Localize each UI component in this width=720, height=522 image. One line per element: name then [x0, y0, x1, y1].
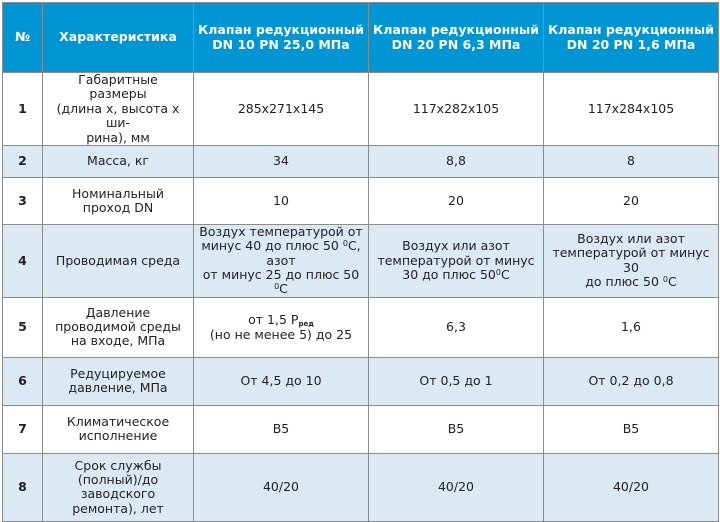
row-characteristic — [43, 224, 194, 297]
specifications-table — [2, 2, 719, 522]
medium-line — [373, 268, 539, 282]
cell-dn20-pn63: 6,3 — [369, 297, 544, 357]
characteristic-line: Габаритные — [78, 72, 158, 87]
characteristic-line: (полный)/до заводского — [77, 471, 159, 502]
medium-line: Воздух температурой от — [199, 224, 363, 239]
row-characteristic — [43, 73, 194, 146]
pressure-subscript: ред — [298, 319, 314, 328]
cell-dn20-pn63: В5 — [369, 405, 544, 453]
degree-sign: 0 — [342, 239, 348, 249]
cell-dn10: В5 — [194, 405, 369, 453]
cell-dn20-pn63 — [369, 224, 544, 297]
characteristic-line: Срок службы — [74, 457, 162, 473]
characteristic-line: на входе, МПа — [70, 333, 166, 349]
pressure-text: от 1,5 Р — [248, 311, 299, 327]
header-characteristic: Характеристика — [43, 3, 194, 73]
characteristic-line: проход DN — [82, 199, 154, 215]
cell-dn10: 10 — [194, 177, 369, 224]
medium-line: температурой от минус — [377, 252, 535, 268]
header-valve-dn20-pn63-line1: Клапан редукционный — [373, 22, 539, 38]
characteristic-line: проводимой среды — [55, 319, 181, 335]
header-number: № — [3, 3, 43, 73]
table-row — [3, 453, 719, 521]
table-row — [3, 297, 719, 357]
medium-text: C — [500, 267, 510, 282]
cell-dn20-pn16: 40/20 — [544, 453, 719, 521]
medium-text: до плюс 50 — [585, 274, 663, 290]
cell-dn20-pn16: 8 — [544, 145, 719, 177]
row-number: 2 — [3, 145, 43, 177]
degree-sign: 0 — [274, 282, 280, 292]
pressure-line — [198, 313, 364, 328]
medium-line — [198, 239, 364, 268]
table-row — [3, 405, 719, 453]
row-number: 6 — [3, 357, 43, 405]
header-valve-dn20-pn16-line1: Клапан редукционный — [548, 22, 714, 38]
cell-dn20-pn16: 20 — [544, 177, 719, 224]
cell-dn20-pn16: 117х284х105 — [544, 73, 719, 146]
medium-line — [548, 275, 714, 289]
row-characteristic — [43, 297, 194, 357]
cell-dn10: 40/20 — [194, 453, 369, 521]
medium-text: C — [279, 281, 288, 297]
table-row — [3, 145, 719, 177]
characteristic-line: Номинальный — [72, 185, 164, 201]
table-row — [3, 357, 719, 405]
medium-line — [198, 268, 364, 297]
header-valve-dn20-pn16-line2: DN 20 PN 1,6 МПа — [566, 36, 696, 52]
header-row — [3, 3, 719, 73]
characteristic-line: Проводимая среда — [55, 252, 181, 268]
medium-text: 30 до плюс 50 — [402, 267, 496, 282]
characteristic-line: давление, МПа — [68, 380, 168, 396]
table-row — [3, 73, 719, 146]
row-number: 4 — [3, 224, 43, 297]
medium-line: температурой от минус 30 — [552, 245, 710, 275]
table-row — [3, 177, 719, 224]
cell-dn20-pn63: 117х282х105 — [369, 73, 544, 146]
cell-dn10: 285х271х145 — [194, 73, 369, 146]
characteristic-line: Климатическое — [66, 413, 170, 429]
header-valve-dn10-line1: Клапан редукционный — [198, 22, 364, 38]
characteristic-line: Редуцируемое — [70, 365, 166, 381]
cell-dn20-pn16: От 0,2 до 0,8 — [544, 357, 719, 405]
cell-dn10 — [194, 224, 369, 297]
cell-dn10: 34 — [194, 145, 369, 177]
cell-dn20-pn16: 1,6 — [544, 297, 719, 357]
cell-dn20-pn63: 40/20 — [369, 453, 544, 521]
cell-dn20-pn16 — [544, 224, 719, 297]
medium-line: Воздух или азот — [402, 238, 510, 254]
row-number: 7 — [3, 405, 43, 453]
header-valve-dn20-pn16 — [544, 3, 719, 73]
degree-sign: 0 — [495, 268, 501, 277]
header-valve-dn20-pn63 — [369, 3, 544, 73]
characteristic-line: (длина х, высота х ши- — [56, 100, 180, 131]
row-characteristic — [43, 357, 194, 405]
cell-dn10: От 4,5 до 10 — [194, 357, 369, 405]
row-characteristic — [43, 177, 194, 224]
medium-text: C — [668, 274, 677, 290]
characteristic-line: исполнение — [78, 428, 158, 444]
table-row — [3, 224, 719, 297]
row-number: 1 — [3, 73, 43, 146]
characteristic-line: Масса, кг — [87, 153, 149, 169]
cell-dn20-pn16: В5 — [544, 405, 719, 453]
cell-dn20-pn63: От 0,5 до 1 — [369, 357, 544, 405]
degree-sign: 0 — [662, 275, 669, 285]
medium-text: минус 40 до плюс 50 — [201, 238, 343, 254]
row-characteristic — [43, 405, 194, 453]
row-characteristic — [43, 453, 194, 521]
row-number: 5 — [3, 297, 43, 357]
header-valve-dn20-pn63-line2: DN 20 PN 6,3 МПа — [391, 36, 521, 52]
header-valve-dn10 — [194, 3, 369, 73]
medium-line: Воздух или азот — [577, 231, 685, 247]
header-valve-dn10-line2: DN 10 PN 25,0 МПа — [212, 36, 350, 52]
row-characteristic — [43, 145, 194, 177]
characteristic-line: Давление — [85, 304, 151, 320]
cell-dn10 — [194, 297, 369, 357]
pressure-line: (но не менее 5) до 25 — [209, 326, 353, 342]
characteristic-line: рина), мм — [86, 129, 150, 145]
medium-text: от минус 25 до плюс 50 — [202, 267, 360, 282]
characteristic-line: размеры — [89, 86, 147, 102]
medium-text: C, азот — [266, 238, 361, 268]
characteristic-line: ремонта), лет — [72, 500, 164, 516]
cell-dn20-pn63: 8,8 — [369, 145, 544, 177]
row-number: 8 — [3, 453, 43, 521]
cell-dn20-pn63: 20 — [369, 177, 544, 224]
row-number: 3 — [3, 177, 43, 224]
